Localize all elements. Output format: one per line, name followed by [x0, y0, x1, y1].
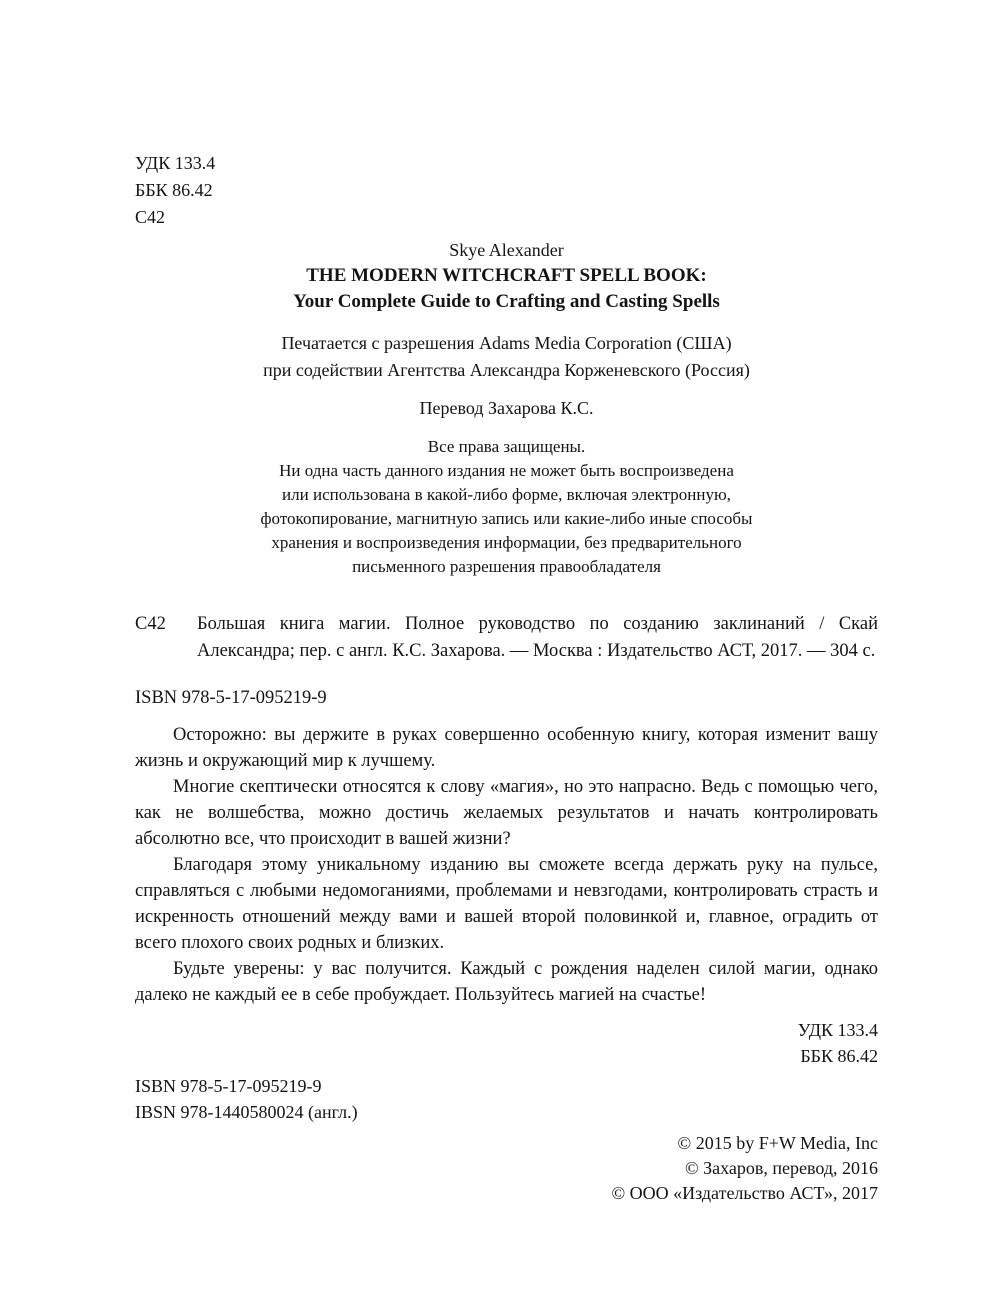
isbn-english: IBSN 978-1440580024 (англ.) [135, 1102, 358, 1122]
original-author: Skye Alexander [449, 240, 564, 260]
annotation-paragraph: Будьте уверены: у вас получится. Каждый с рождения наделен силой магии, однако далеко не каждый ее в себе пробуждает. Пользуйтесь магией на счастье! [135, 959, 878, 1005]
classification-codes-bottom [135, 1017, 878, 1069]
copyright-line: © ООО «Издательство АСТ», 2017 [611, 1183, 878, 1203]
translator-line: Перевод Захарова К.С. [419, 398, 594, 418]
catalog-code: С42 [135, 614, 166, 634]
author-sign-code: С42 [135, 207, 166, 227]
rights-line: письменного разрешения правообладателя [352, 557, 661, 576]
udk-code-bottom: УДК 133.4 [797, 1020, 878, 1040]
catalog-description: Большая книга магии. Полное руководство по созданию заклинаний / Скай Александра; пер. с англ. К.С. Захарова. — Москва : Издательство АСТ, 2017. — 304 с. [197, 614, 878, 661]
copyright-block [135, 1131, 878, 1206]
copyright-line: © Захаров, перевод, 2016 [684, 1158, 878, 1178]
rights-line: Все права защищены. [427, 437, 586, 456]
original-title: THE MODERN WITCHCRAFT SPELL BOOK: [306, 265, 707, 286]
bbk-code: ББК 86.42 [135, 180, 213, 200]
isbn-bottom-block [135, 1073, 878, 1125]
classification-codes-top [135, 150, 878, 231]
annotation-paragraph: Осторожно: вы держите в руках совершенно особенную книгу, которая изменит вашу жизнь и окружающий мир к лучшему. [135, 725, 878, 771]
bbk-code-bottom: ББК 86.42 [800, 1046, 878, 1066]
udk-code: УДК 133.4 [135, 153, 216, 173]
permission-line: Печатается с разрешения Adams Media Corporation (США) [281, 333, 732, 353]
permission-block [135, 330, 878, 384]
copyright-line: © 2015 by F+W Media, Inc [677, 1133, 878, 1153]
catalog-entry [135, 611, 878, 665]
rights-line: или использована в какой-либо форме, включая электронную, [282, 485, 731, 504]
rights-line: фотокопирование, магнитную запись или какие-либо иные способы [260, 509, 753, 528]
rights-reserved-block [135, 435, 878, 579]
original-subtitle: Your Complete Guide to Crafting and Casting Spells [293, 291, 720, 312]
annotation-paragraph: Многие скептически относятся к слову «магия», но это напрасно. Ведь с помощью чего, как не волшебства, можно достичь желаемых результатов и начать контролировать абсолютно все, что происходит в вашей жизни? [135, 777, 878, 849]
rights-line: Ни одна часть данного издания не может быть воспроизведена [279, 461, 734, 480]
annotation-paragraph: Благодаря этому уникальному изданию вы сможете всегда держать руку на пульсе, справляться с любыми недомоганиями, проблемами и невзгодами, контролировать страсть и искренность отношений между вами и вашей второй половинкой и, главное, оградить от всего плохого своих родных и близких. [135, 855, 878, 953]
rights-line: хранения и воспроизведения информации, без предварительного [271, 533, 742, 552]
isbn-main: ISBN 978-5-17-095219-9 [135, 688, 327, 708]
isbn-russian: ISBN 978-5-17-095219-9 [135, 1076, 322, 1096]
annotation-block [135, 722, 878, 1008]
permission-line: при содействии Агентства Александра Корженевского (Россия) [263, 360, 750, 380]
